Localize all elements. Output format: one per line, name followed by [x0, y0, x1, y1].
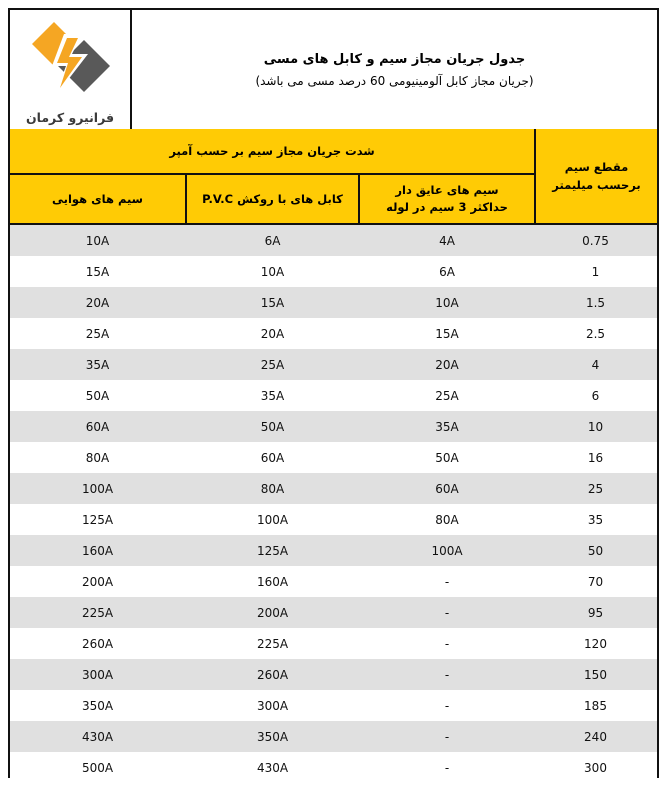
air-wire-cell: 260A: [81, 636, 114, 651]
insulated-pipe-cell: 60A: [435, 481, 459, 496]
pvc-cable-cell: 260A: [256, 667, 289, 682]
pvc-cable-cell: 200A: [256, 605, 289, 620]
air-wire-cell: 35A: [85, 357, 110, 372]
cross-section-cell: 25: [587, 481, 604, 496]
table-row: [10, 566, 657, 597]
cross-section-cell: 300: [584, 760, 607, 775]
cross-section-cell: 0.75: [582, 233, 609, 248]
insulated-pipe-cell: -: [444, 574, 450, 589]
air-wire-cell: 300A: [81, 667, 114, 682]
cross-section-cell: 10: [587, 419, 604, 434]
air-wire-cell: 200A: [81, 574, 114, 589]
cross-section-cell: 1.5: [585, 295, 606, 310]
insulated-pipe-header: سیم های عایق دار حداکثر 3 سیم در لوله: [386, 183, 508, 214]
air-wire-cell: 50A: [85, 388, 110, 403]
cross-section-cell: 16: [587, 450, 604, 465]
pvc-cable-cell: 225A: [256, 636, 289, 651]
insulated-pipe-cell: -: [444, 729, 450, 744]
table-row: [10, 597, 657, 628]
insulated-pipe-cell: 4A: [439, 233, 455, 248]
table-row: [10, 752, 657, 783]
table-row: [10, 349, 657, 380]
cross-section-cell: 185: [584, 698, 607, 713]
table-row: [10, 256, 657, 287]
pvc-cable-header: کابل های با روکش P.V.C: [185, 175, 360, 223]
table-title: جدول جریان مجاز سیم و کابل های مسی: [263, 52, 526, 67]
air-wire-cell: 225A: [81, 605, 114, 620]
cross-section-cell: 70: [587, 574, 604, 589]
insulated-pipe-cell: 10A: [435, 295, 459, 310]
table-row: [10, 318, 657, 349]
cross-section-cell: 150: [584, 667, 607, 682]
cross-section-cell: 6: [591, 388, 600, 403]
air-wire-cell: 160A: [81, 543, 114, 558]
insulated-pipe-cell: -: [444, 667, 450, 682]
pvc-cable-cell: 60A: [260, 450, 285, 465]
insulated-pipe-cell: 100A: [431, 543, 463, 558]
table-header-banner: [10, 10, 657, 131]
cross-section-cell: 240: [584, 729, 607, 744]
pvc-cable-cell: 15A: [260, 295, 285, 310]
cross-section-cell: 95: [587, 605, 604, 620]
pvc-cable-cell: 430A: [256, 760, 289, 775]
cross-section-header: مقطع سیم برحسب میلیمتر: [534, 129, 657, 223]
logo-text: فرانیرو کرمان: [25, 110, 115, 125]
pvc-cable-cell: 50A: [260, 419, 285, 434]
table-column-headers: [10, 129, 657, 225]
table-row: [10, 380, 657, 411]
air-wire-cell: 10A: [85, 233, 110, 248]
lightning-logo-icon: [24, 14, 118, 108]
table-row: [10, 473, 657, 504]
cross-section-cell: 35: [587, 512, 604, 527]
cross-section-cell: 4: [591, 357, 600, 372]
pvc-cable-cell: 6A: [264, 233, 281, 248]
cross-section-cell: 1: [591, 264, 600, 279]
insulated-pipe-cell: 20A: [435, 357, 459, 372]
insulated-pipe-cell: -: [444, 698, 450, 713]
pvc-cable-cell: 350A: [256, 729, 289, 744]
current-group-header: شدت جریان مجاز سیم بر حسب آمپر: [10, 129, 534, 175]
pvc-cable-cell: 35A: [260, 388, 285, 403]
pvc-cable-cell: 25A: [260, 357, 285, 372]
insulated-pipe-cell: 35A: [435, 419, 459, 434]
insulated-pipe-cell: 50A: [435, 450, 459, 465]
pvc-cable-cell: 160A: [256, 574, 289, 589]
cross-section-cell: 2.5: [585, 326, 606, 341]
table-row: [10, 721, 657, 752]
pvc-cable-cell: 80A: [260, 481, 285, 496]
cross-section-cell: 120: [584, 636, 607, 651]
pvc-cable-cell: 100A: [256, 512, 289, 527]
pvc-cable-cell: 125A: [256, 543, 289, 558]
air-wire-cell: 15A: [85, 264, 110, 279]
air-wire-cell: 430A: [81, 729, 114, 744]
table-row: [10, 628, 657, 659]
table-row: [10, 504, 657, 535]
air-wire-cell: 125A: [81, 512, 114, 527]
insulated-pipe-cell: -: [444, 760, 450, 775]
air-wire-header: سیم های هوایی: [52, 191, 143, 206]
table-row: [10, 225, 657, 256]
air-wire-cell: 100A: [81, 481, 114, 496]
insulated-pipe-cell: -: [444, 605, 450, 620]
table-row: [10, 535, 657, 566]
table-row: [10, 411, 657, 442]
table-row: [10, 442, 657, 473]
logo: [10, 10, 132, 129]
pvc-cable-cell: 20A: [260, 326, 285, 341]
air-wire-cell: 80A: [85, 450, 110, 465]
table-subtitle: (جریان مجاز کابل آلومینیومی 60 درصد مسی می باشد): [255, 74, 534, 88]
air-wire-cell: 25A: [85, 326, 110, 341]
insulated-pipe-cell: -: [444, 636, 450, 651]
insulated-pipe-cell: 6A: [439, 264, 455, 279]
insulated-pipe-cell: 25A: [435, 388, 459, 403]
air-wire-cell: 500A: [81, 760, 114, 775]
insulated-pipe-cell: 80A: [435, 512, 459, 527]
table-frame: [8, 8, 659, 778]
air-wire-cell: 20A: [85, 295, 110, 310]
insulated-pipe-cell: 15A: [435, 326, 459, 341]
cross-section-cell: 50: [587, 543, 604, 558]
title-area: [132, 10, 657, 129]
table-body: [10, 225, 657, 783]
air-wire-cell: 60A: [85, 419, 110, 434]
table-row: [10, 690, 657, 721]
air-wire-cell: 350A: [81, 698, 114, 713]
pvc-cable-cell: 10A: [260, 264, 285, 279]
pvc-cable-cell: 300A: [256, 698, 289, 713]
table-row: [10, 287, 657, 318]
table-row: [10, 659, 657, 690]
